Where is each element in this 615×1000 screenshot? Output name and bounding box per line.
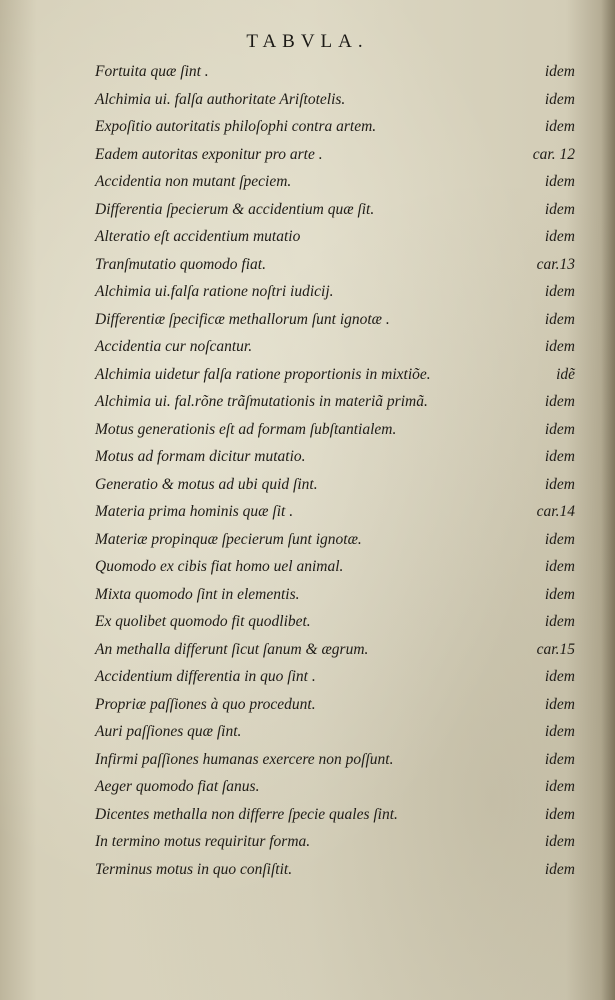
list-item bbox=[95, 471, 575, 499]
list-item bbox=[95, 86, 575, 114]
list-item bbox=[95, 361, 575, 389]
entry-text: Differentia ſpecierum & accidentium quæ ſit. bbox=[95, 200, 375, 218]
entry-text: Propriæ paſſiones à quo procedunt. bbox=[95, 695, 316, 713]
entry-reference: idem bbox=[544, 695, 575, 713]
entry-reference: idem bbox=[544, 613, 575, 630]
list-item bbox=[95, 856, 575, 884]
entry-text: Alchimia uidetur falſa ratione proportionis in mixtiõe. bbox=[95, 365, 431, 383]
entry-reference: idem bbox=[544, 393, 575, 410]
entry-text: Tranſmutatio quomodo fiat. bbox=[95, 255, 266, 273]
entry-text: Terminus motus in quo conſiſtit. bbox=[95, 860, 293, 878]
list-item bbox=[95, 306, 575, 334]
entry-text: Alteratio eſt accidentium mutatio bbox=[95, 228, 301, 245]
entry-reference: idem bbox=[544, 90, 575, 108]
list-item bbox=[95, 58, 575, 86]
list-item bbox=[95, 168, 575, 196]
entry-text: Fortuita quæ ſint . bbox=[95, 63, 209, 80]
list-item bbox=[95, 388, 575, 416]
entry-text: Eadem autoritas exponitur pro arte . bbox=[95, 145, 323, 163]
entry-reference: idẽ bbox=[556, 365, 575, 383]
list-item bbox=[95, 718, 575, 746]
list-item bbox=[95, 608, 575, 636]
entry-text: Expoſitio autoritatis philoſophi contra artem. bbox=[95, 118, 377, 135]
entry-reference: idem bbox=[544, 668, 575, 685]
entry-text: Accidentia non mutant ſpeciem. bbox=[95, 173, 292, 190]
entry-text: Infirmi paſſiones humanas exercere non poſſunt. bbox=[95, 750, 394, 768]
entry-text: Quomodo ex cibis fiat homo uel animal. bbox=[95, 558, 344, 575]
page-edge-shadow bbox=[601, 0, 615, 1000]
entry-text: Motus generationis eſt ad formam ſubſtantialem. bbox=[95, 420, 397, 438]
entry-text: Motus ad formam dicitur mutatio. bbox=[95, 448, 306, 465]
entry-text: Differentiæ ſpecificæ methallorum ſunt ignotæ . bbox=[95, 310, 390, 328]
list-item bbox=[95, 196, 575, 224]
entry-reference: idem bbox=[544, 475, 575, 493]
entry-reference: car.14 bbox=[536, 503, 575, 520]
entry-reference: car.15 bbox=[536, 640, 575, 658]
table-of-contents bbox=[95, 58, 575, 883]
entry-reference: idem bbox=[544, 805, 575, 823]
entry-reference: car.13 bbox=[536, 255, 575, 273]
entry-text: Ex quolibet quomodo fit quodlibet. bbox=[95, 613, 311, 630]
entry-text: Dicentes methalla non differre ſpecie quales ſint. bbox=[95, 805, 398, 823]
entry-text: Alchimia ui. fal.rõne trãſmutationis in materiã primã. bbox=[95, 393, 428, 410]
entry-reference: idem bbox=[544, 448, 575, 465]
list-item bbox=[95, 416, 575, 444]
entry-reference: idem bbox=[544, 860, 575, 878]
list-item bbox=[95, 443, 575, 471]
list-item bbox=[95, 526, 575, 554]
entry-reference: idem bbox=[544, 585, 575, 603]
list-item bbox=[95, 746, 575, 774]
entry-reference: idem bbox=[544, 200, 575, 218]
entry-text: Accidentium differentia in quo ſint . bbox=[95, 668, 316, 685]
entry-reference: idem bbox=[544, 750, 575, 768]
list-item bbox=[95, 223, 575, 251]
entry-text: Materia prima hominis quæ ſit . bbox=[95, 503, 294, 520]
list-item bbox=[95, 278, 575, 306]
entry-reference: idem bbox=[544, 228, 575, 245]
entry-reference: idem bbox=[544, 118, 575, 135]
entry-text: Auri paſſiones quæ ſint. bbox=[95, 723, 242, 740]
list-item bbox=[95, 333, 575, 361]
entry-reference: idem bbox=[544, 283, 575, 300]
entry-text: Materiæ propinquæ ſpecierum ſunt ignotæ. bbox=[95, 530, 362, 548]
list-item bbox=[95, 828, 575, 856]
entry-text: Generatio & motus ad ubi quid ſint. bbox=[95, 475, 318, 493]
running-head: TABVLA. bbox=[246, 31, 369, 52]
list-item bbox=[95, 113, 575, 141]
entry-text: An methalla differunt ſicut ſanum & ægrum. bbox=[95, 640, 369, 658]
list-item bbox=[95, 553, 575, 581]
entry-text: Alchimia ui.falſa ratione noſtri iudicij. bbox=[95, 283, 334, 300]
entry-text: Aeger quomodo fiat ſanus. bbox=[95, 778, 260, 795]
list-item bbox=[95, 691, 575, 719]
entry-reference: idem bbox=[544, 778, 575, 795]
entry-text: Accidentia cur noſcantur. bbox=[95, 338, 253, 355]
entry-reference: idem bbox=[544, 338, 575, 355]
list-item bbox=[95, 141, 575, 169]
entry-reference: idem bbox=[544, 558, 575, 575]
entry-reference: car. 12 bbox=[532, 145, 575, 163]
list-item bbox=[95, 801, 575, 829]
entry-text: In termino motus requiritur forma. bbox=[95, 833, 311, 850]
list-item bbox=[95, 636, 575, 664]
entry-reference: idem bbox=[544, 173, 575, 190]
entry-reference: idem bbox=[544, 833, 575, 850]
list-item bbox=[95, 251, 575, 279]
list-item bbox=[95, 663, 575, 691]
entry-reference: idem bbox=[544, 723, 575, 740]
list-item bbox=[95, 773, 575, 801]
entry-text: Mixta quomodo ſint in elementis. bbox=[95, 585, 300, 603]
entry-reference: idem bbox=[544, 310, 575, 328]
entry-reference: idem bbox=[544, 530, 575, 548]
entry-reference: idem bbox=[544, 63, 575, 80]
list-item bbox=[95, 498, 575, 526]
entry-text: Alchimia ui. falſa authoritate Ariſtotelis. bbox=[95, 90, 346, 108]
entry-reference: idem bbox=[544, 420, 575, 438]
list-item bbox=[95, 581, 575, 609]
